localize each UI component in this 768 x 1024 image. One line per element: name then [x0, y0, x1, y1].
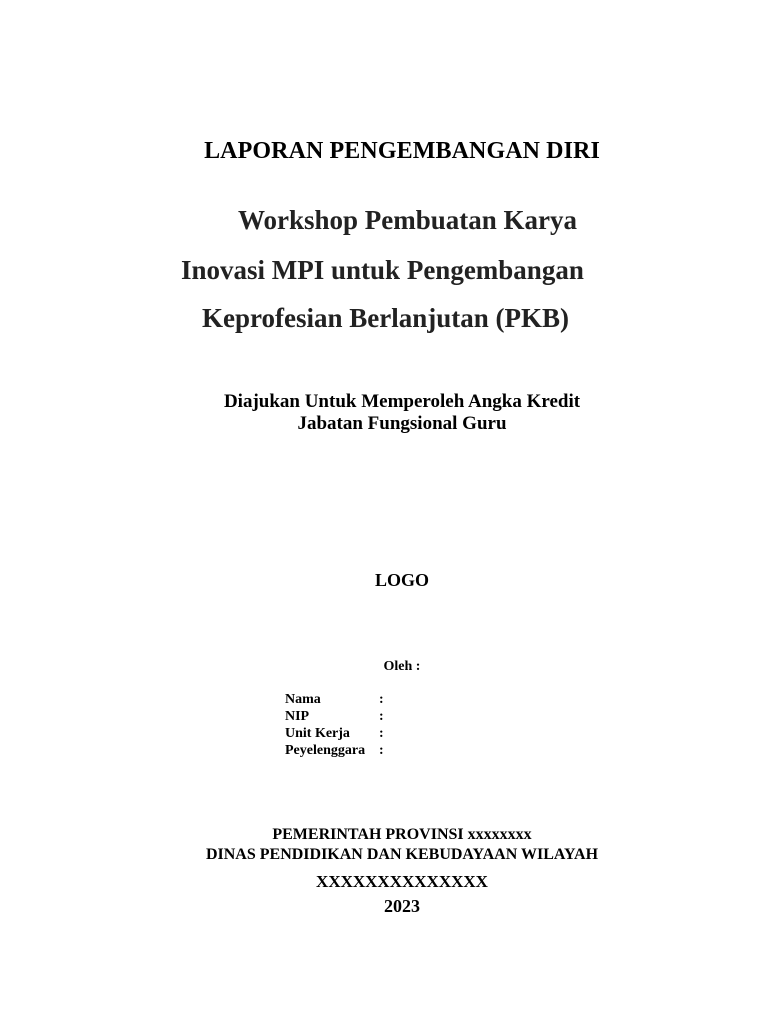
footer-region-code: XXXXXXXXXXXXXX [316, 872, 488, 891]
identity-fields [285, 691, 389, 759]
field-colon: : [379, 692, 384, 707]
footer-province: PEMERINTAH PROVINSI xxxxxxxx [272, 826, 532, 843]
field-label: Peyelenggara [285, 743, 366, 758]
subtitle-line-2: Jabatan Fungsional Guru [297, 413, 507, 434]
subtitle-line-1: Diajukan Untuk Memperoleh Angka Kredit [223, 391, 581, 412]
field-colon: : [379, 709, 384, 724]
logo-placeholder: LOGO [374, 570, 429, 590]
field-label: Nama [285, 692, 321, 707]
by-label: Oleh : [383, 659, 421, 674]
field-row-nama [285, 691, 389, 708]
workshop-title-line-3: Keprofesian Berlanjutan (PKB) [202, 303, 569, 333]
footer-year: 2023 [384, 896, 420, 916]
field-colon: : [379, 726, 384, 741]
footer-department: DINAS PENDIDIKAN DAN KEBUDAYAAN WILAYAH [205, 846, 599, 863]
workshop-title-line-2: Inovasi MPI untuk Pengembangan [181, 255, 584, 285]
field-row-peyelenggara [285, 742, 389, 759]
report-title: LAPORAN PENGEMBANGAN DIRI [204, 138, 600, 164]
workshop-title-line-1: Workshop Pembuatan Karya [238, 205, 578, 235]
field-row-unit-kerja [285, 725, 389, 742]
field-label: Unit Kerja [285, 726, 350, 741]
field-label: NIP [285, 709, 310, 724]
field-row-nip [285, 708, 389, 725]
field-colon: : [379, 743, 384, 758]
